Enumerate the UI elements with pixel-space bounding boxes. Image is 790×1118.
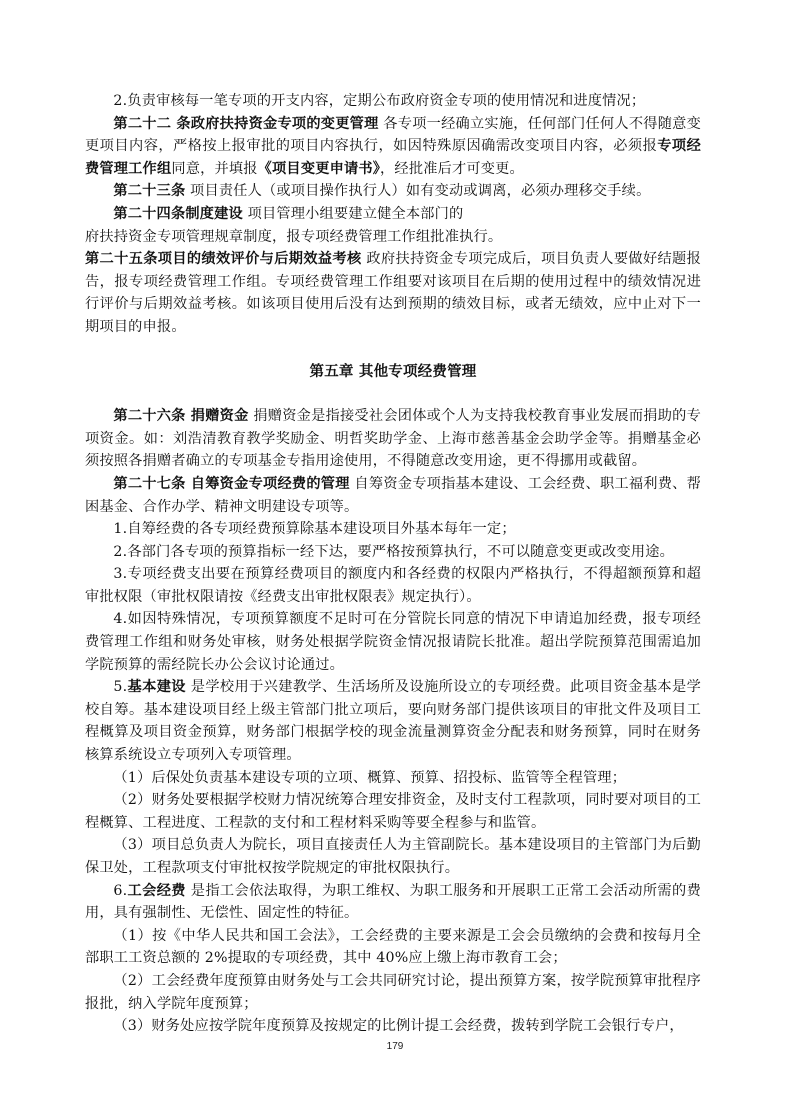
list-item-5-text: 是学校用于兴建教学、生活场所及设施所设立的专项经费。此项目资金基本是学校自筹。基本建设项目经上级主管部门批立项后，要向财务部门提供该项目的审批文件及项目工程概算及项目资金预算，财务部门根据学校的现金流量测算资金分配表和财务预算，同时在财务核算系统设立专项列入专项管理。: [85, 679, 701, 764]
page-number: 179: [386, 1041, 404, 1052]
list-item-2: 2.各部门各专项的预算指标一经下达，要严格按预算执行，不可以随意变更或改变用途。: [113, 543, 675, 560]
sub-item-5-2: （2）财务处要根据学校财力情况统筹合理安排资金，及时支付工程款项，同时要对项目的工程概算、工程进度、工程款的支付和工程材料采购等要全程参与和监管。: [85, 792, 701, 831]
list-item-5: [85, 676, 701, 766]
sub-item-5-1: （1）后保处负责基本建设专项的立项、概算、预算、招投标、监管等全程管理；: [113, 769, 627, 786]
article-24-heading: 第二十四条制度建设: [113, 205, 243, 222]
article-24: [85, 203, 701, 226]
list-item-6-text: 是指工会依法取得，为职工维权、为职工服务和开展职工正常工会活动所需的费用，具有强制性、无偿性、固定性的特征。: [85, 882, 701, 922]
article-23: [85, 180, 701, 203]
list-item-5-number: 5.: [113, 679, 128, 696]
article-22-bold-1: 专项经费管理工作组: [85, 138, 701, 177]
article-22: [85, 113, 701, 181]
list-item-5-heading: 基本建设: [127, 679, 186, 696]
article-22-text-3: ，经批准后才可变更。: [380, 160, 524, 177]
article-25: [85, 248, 701, 338]
article-22-text-2: 同意，并填报: [171, 160, 258, 177]
article-26-heading: 第二十六条 捐赠资金: [113, 408, 249, 425]
document-page: [85, 90, 701, 1038]
chapter-heading: 第五章 其他专项经费管理: [309, 362, 477, 380]
article-24-text: 项目管理小组要建立健全本部门的: [242, 205, 464, 222]
list-item-6: [85, 880, 701, 925]
article-24-continuation: 府扶持资金专项管理规章制度，报专项经费管理工作组批准执行。: [85, 228, 503, 245]
list-item-6-heading: 工会经费: [127, 882, 186, 899]
sub-item-6-3: （3）财务处应按学院年度预算及按规定的比例计提工会经费，拨转到学院工会银行专户，: [113, 1018, 684, 1035]
article-27-text: 自筹资金专项指基本建设、工会经费、职工福利费、帮困基金、合作办学、精神文明建设专项等。: [85, 475, 702, 515]
list-item-4: 4.如因特殊情况，专项预算额度不足时可在分管院长同意的情况下申请追加经费，报专项经费管理工作组和财务处审核，财务处根据学院资金情况报请院长批准。超出学院预算范围需追加学院预算的需经院长办公会议讨论通过。: [85, 611, 701, 673]
sub-item-6-2: （2）工会经费年度预算由财务处与工会共同研究讨论，提出预算方案，按学院预算审批程序报批，纳入学院年度预算；: [85, 972, 701, 1012]
article-22-bold-2: 《项目变更申请书》: [257, 160, 381, 177]
article-26-text: 捐赠资金是指接受社会团体或个人为支持我校教育事业发展而捐助的专项资金。如：刘浩清教育教学奖励金、明哲奖助学金、上海市慈善基金会助学金等。捐赠基金必须按照各捐赠者确立的专项基金专指用途使用，不得随意改变用途，更不得挪用或截留。: [85, 408, 701, 470]
article-22-heading: 第二十二 条政府扶持资金专项的变更管理: [113, 115, 379, 132]
article-22-text-1: 各专项一经确立实施，任何部门任何人不得随意变更项目内容，严格按上报审批的项目内容执行，如因特殊原因确需改变项目内容，必须报: [85, 115, 701, 155]
sub-item-5-3: （3）项目总负责人为院长，项目直接责任人为主管副院长。基本建设项目的主管部门为后勤保卫处，工程款项支付审批权按学院规定的审批权限执行。: [85, 837, 701, 876]
article-25-heading: 第二十五条项目的绩效评价与后期效益考核: [85, 251, 362, 268]
article-25-text: 政府扶持资金专项完成后，项目负责人要做好结题报告，报专项经费管理工作组。专项经费管理工作组要对该项目在后期的使用过程中的绩效情况进行评价与后期效益考核。如该项目使用后没有达到预期的绩效目标，或者无绩效，应中止对下一期项目的申报。: [85, 251, 701, 335]
article-27-heading: 第二十七条 自筹资金专项经费的管理: [113, 475, 350, 492]
paragraph-item-2: 2.负责审核每一笔专项的开支内容，定期公布政府资金专项的使用情况和进度情况；: [113, 93, 646, 109]
list-item-3: 3.专项经费支出要在预算经费项目的额度内和各经费的权限内严格执行，不得超额预算和超审批权限（审批权限请按《经费支出审批权限表》规定执行）。: [85, 566, 701, 605]
article-26: [85, 405, 701, 473]
article-27: [85, 473, 701, 518]
sub-item-6-1: （1）按《中华人民共和国工会法》，工会经费的主要来源是工会会员缴纳的会费和按每月全部职工工资总额的 2%提取的专项经费，其中 40%应上缴上海市教育工会；: [85, 927, 701, 967]
article-23-heading: 第二十三条: [113, 183, 186, 200]
list-item-6-number: 6.: [113, 882, 128, 899]
list-item-1: 1.自筹经费的各专项经费预算除基本建设项目外基本每年一定；: [113, 521, 516, 538]
article-23-text: 项目责任人（或项目操作执行人）如有变动或调离，必须办理移交手续。: [185, 183, 651, 200]
